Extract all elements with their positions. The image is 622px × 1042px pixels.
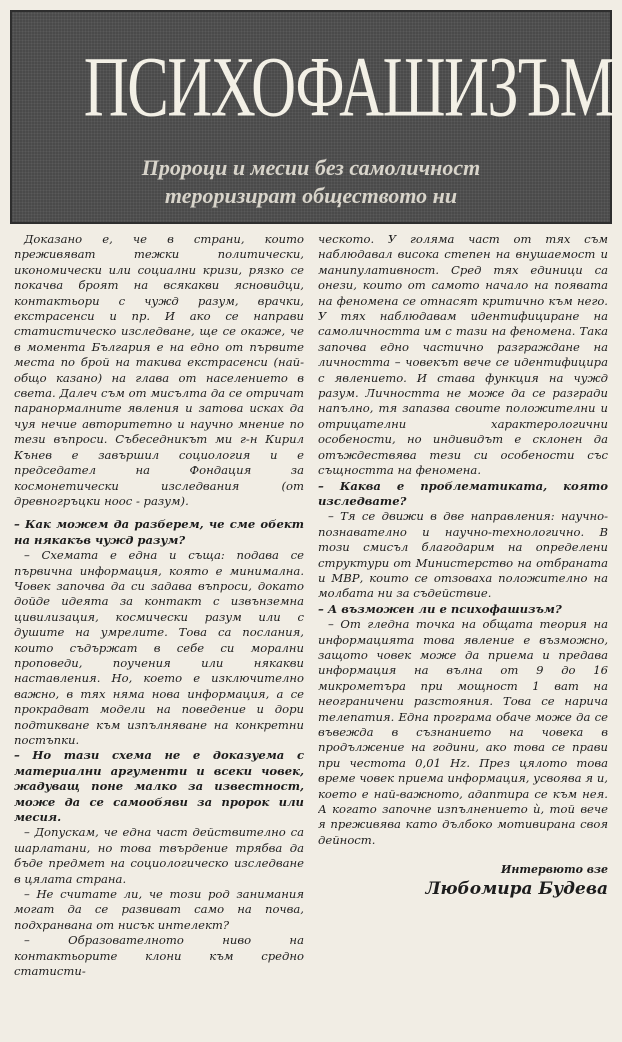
question-3: – Не считате ли, че този род занимания могат да се развиват само на почва, подхранвана от нисък интелект? <box>14 887 304 932</box>
question-2: – Но тази схема не е доказуема с материални аргументи и всеки човек, жадуващ поне малко за известност, може да се самообяви за пророк или месия. <box>14 748 304 825</box>
question-5: – А възможен ли е психофашизъм? <box>318 601 562 616</box>
answer-3-continued: ческото. У голяма част от тях съм наблюдавал висока степен на внушаемост и манипулативност. Сред тях единици са онези, които от самото начало на появата на феномена се отнасят критично към него. У тях наблюдавам идентифициране на самоличността им с тази на феномена. Така започва едно частично разграждане на личността – човекът вече се идентифицира с явлението. И става функция на чужд разум. Личността не може да се разгради напълно, тя запазва своите положителни и отрицателни характерологични особености, но индивидът е склонен да отъждествява тези си особености със същността на феномена. <box>318 232 608 478</box>
column-right <box>318 232 608 1028</box>
article-body <box>14 232 608 1028</box>
answer-5: – От гледна точка на общата теория на информацията това явление е възможно, защото човек може да приема и предава информация на вълна от 9 до 16 микрометъра при мощност 1 ват на неограничени разстояния. Това се нарича телепатия. Една програма обаче може да се въвежда в съзнанието на човека в продължение на години, ако това се прави при честота 0,01 Hz. През цялото това време човек приема информация, усвоява я и, което е най-важното, адаптира се към нея. А когато започне изпълнението ѝ, той вече я преживява като дълбоко мотивирана своя дейност. <box>318 617 608 847</box>
byline <box>318 862 608 900</box>
answer-1: – Схемата е една и съща: подава се първична информация, която е минимална. Човек започва да си задава въпроси, докато дойде идеята за контакт с извънземна цивилизация, космически разум или с душите на умрелите. Това са послания, които съдържат в себе си морални проповеди, поучения или някакви наставления. Но, което е изключително важно, в тях няма нова информация, а се прокрадват модели на поведение и дори подтикване към изпълняване на конкретни постъпки. <box>14 548 304 747</box>
byline-label: Интервюто взе <box>500 863 608 877</box>
answer-2: – Допускам, че една част действително са шарлатани, но това твърдение трябва да бъде предмет на социологическо изследване в цялата страна. <box>14 825 304 886</box>
headline-banner <box>10 10 612 224</box>
answer-4: – Тя се движи в две направления: научно-познавателно и научно-технологично. В този смисъл благодарим на определени структури от Министерство на отбраната и МВР, които се отзоваха положително на молбата ни за съдействие. <box>318 509 608 601</box>
article-subtitle <box>12 154 610 210</box>
article-headline: ПСИХОФАШИЗЪМ <box>83 38 614 135</box>
intro-paragraph: Доказано е, че в страни, които преживяват тежки политически, икономически или социални кризи, рязко се покачва броят на всякакви ясновидци, контактьори с чужд разум, врачки, екстрасенси и пр. И ако се направи статистическо изследване, ще се окаже, че в момента България е на едно от първите места по брой на такива екстрасенси (най-общо казано) на глава от населението в света. Далеч съм от мисълта да се отричат паранормалните явления и затова исках да чуя нечие авторитетно и научно мнение по тези въпроси. Събеседникът ми г-н Кирил Кънев е завършил социология и е председател на Фондация за космонетически изследвания (от древногръцки ноос - разум). <box>14 232 304 508</box>
answer-3: – Образователното ниво на контактьорите клони към средно статисти- <box>14 933 304 979</box>
subtitle-line-1: Пророци и месии без самоличност <box>141 155 481 180</box>
question-4: – Каква е проблематиката, която изследвате? <box>318 478 608 508</box>
question-1: – Как можем да разберем, че сме обект на някакъв чужд разум? <box>14 517 304 547</box>
byline-author: Любомира Будева <box>425 879 608 900</box>
subtitle-line-2: тероризират обществото ни <box>164 183 458 208</box>
column-left <box>14 232 304 1028</box>
